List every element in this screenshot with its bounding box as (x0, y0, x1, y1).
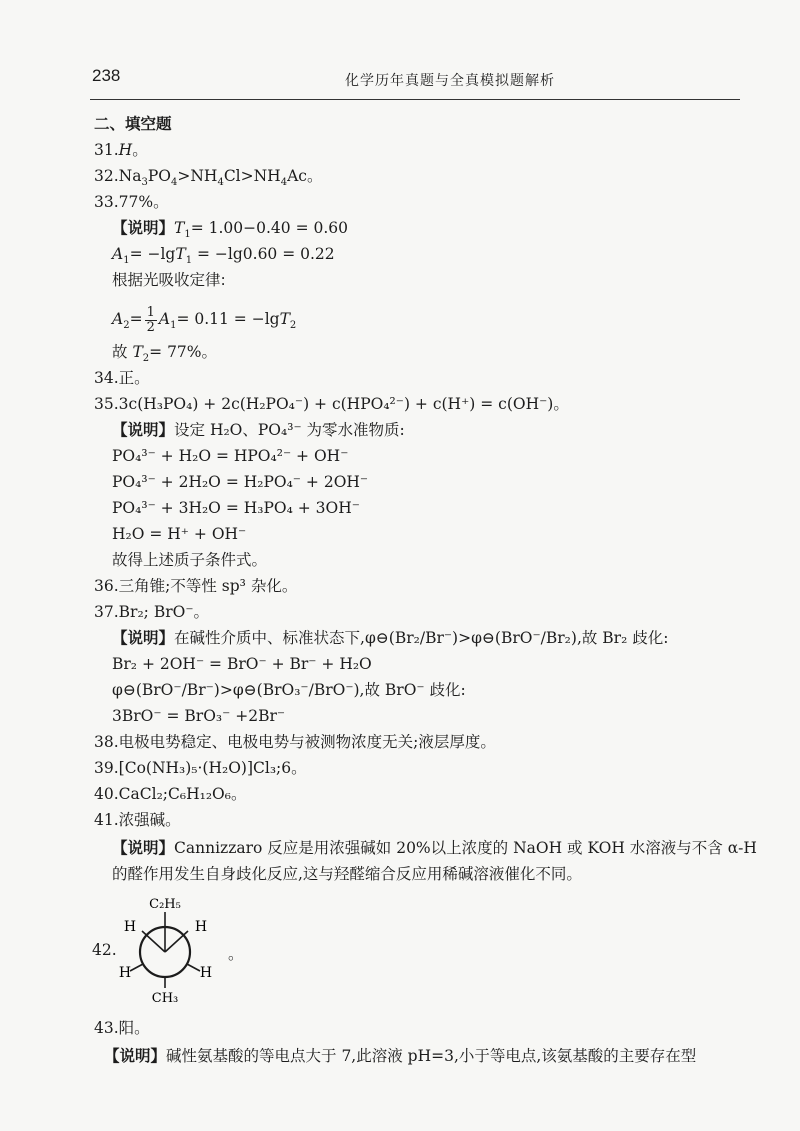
explanation-text: 碱性氨基酸的等电点大于 7,此溶液 pH=3,小于等电点,该氨基酸的主要存在型 (166, 1047, 697, 1065)
answer: H (118, 141, 133, 159)
equation-text: 故 (112, 343, 133, 361)
explanation-41-line-1 (112, 838, 757, 858)
note-label: 【说明】 (104, 1047, 167, 1065)
group-lower-right: H (199, 965, 213, 981)
subscript: 1 (185, 255, 193, 267)
explanation-33-line-1 (112, 218, 349, 241)
subscript: 4 (280, 177, 288, 189)
explanation-text: 设定 H₂O、PO₄³⁻ 为零水准物质: (174, 421, 405, 439)
page-number: 238 (92, 66, 121, 85)
question-number: 37. (94, 603, 119, 621)
subscript: 2 (123, 320, 130, 332)
subscript: 2 (142, 353, 150, 365)
explanation-35-line-1 (112, 420, 405, 440)
explanation-37-line-2: Br₂ + 2OH⁻ = BrO⁻ + Br⁻ + H₂O (112, 655, 372, 673)
explanation-35-line-5: H₂O = H⁺ + OH⁻ (112, 525, 247, 543)
question-number: 40. (94, 785, 119, 803)
group-lower-left: H (118, 965, 132, 981)
equation-text: = −lg (129, 245, 176, 263)
newman-projection (115, 890, 225, 1015)
note-label: 【说明】 (112, 421, 175, 439)
formula-part: >NH (177, 167, 218, 185)
question-number: 33. (94, 193, 119, 211)
fraction (145, 306, 157, 335)
question-number: 41. (94, 811, 119, 829)
answer: 正。 (118, 369, 150, 387)
equation-text: = 77%。 (149, 343, 218, 361)
subscript: 2 (289, 320, 297, 332)
explanation-33-line-5 (112, 342, 218, 365)
group-bottom: CH₃ (151, 991, 179, 1006)
symbol: T (279, 310, 290, 328)
subscript: 4 (170, 177, 178, 189)
denominator: 2 (146, 319, 155, 335)
question-41 (94, 810, 181, 830)
question-34 (94, 368, 150, 388)
explanation-37-line-3: φ⊖(BrO⁻/Br⁻)>φ⊖(BrO₃⁻/BrO⁻),故 BrO⁻ 歧化: (112, 681, 466, 699)
answer: 77%。 (118, 193, 169, 211)
explanation-33-line-4: $A_2=$ $\frac{1}{2}$ $A_1= 0.11 = -\lg T_2$ (112, 304, 297, 335)
subscript: 1 (184, 229, 191, 241)
explanation-35-line-2: PO₄³⁻ + H₂O = HPO₄²⁻ + OH⁻ (112, 447, 349, 465)
running-title: 化学历年真题与全真模拟题解析 (345, 73, 555, 89)
question-39 (94, 758, 307, 778)
front-bond-left (142, 931, 165, 952)
subscript: 4 (217, 177, 224, 189)
equation-text: = −lg0.60 = 0.22 (192, 245, 335, 263)
answer: Br₂; BrO⁻。 (118, 603, 210, 621)
question-38 (94, 732, 496, 752)
question-number: 43. (94, 1019, 119, 1037)
explanation-33-line-2 (112, 244, 335, 267)
equation-text: = 1.00−0.40 = 0.60 (190, 219, 349, 237)
answer: 浓强碱。 (118, 811, 181, 829)
question-42-end: 。 (228, 945, 244, 963)
question-number: 36. (94, 577, 119, 595)
answer: 电极电势稳定、电极电势与被测物浓度无关;液层厚度。 (118, 733, 496, 751)
question-number: 34. (94, 369, 119, 387)
subscript: 1 (123, 255, 130, 267)
answer: [Co(NH₃)₅·(H₂O)]Cl₃;6。 (118, 759, 307, 777)
note-label: 【说明】 (112, 629, 175, 647)
note-label: 【说明】 (112, 839, 175, 857)
symbol: T (174, 219, 185, 237)
explanation-text: 在碱性介质中、标准状态下,φ⊖(Br₂/Br⁻)>φ⊖(BrO⁻/Br₂),故 Br₂ 歧化: (174, 629, 669, 647)
symbol: A (112, 245, 124, 263)
back-bond-left (130, 964, 143, 971)
section-title: 二、填空题 (94, 115, 172, 133)
symbol: A (158, 310, 171, 328)
group-upper-left: H (123, 919, 137, 935)
question-number: 31. (94, 141, 119, 159)
note-label: 【说明】 (112, 219, 175, 237)
numerator: 1 (146, 304, 155, 320)
question-42-number: 42. (92, 941, 117, 959)
punctuation: 。 (132, 141, 148, 159)
explanation-43-line-1 (104, 1046, 696, 1066)
question-number: 39. (94, 759, 119, 777)
formula-part: PO (147, 167, 171, 185)
question-36 (94, 576, 297, 596)
equation-text: = 0.11 = −lg (176, 310, 280, 328)
question-40 (94, 784, 246, 804)
answer: 3c(H₃PO₄) + 2c(H₂PO₄⁻) + c(HPO₄²⁻) + c(H⁺) = c(OH⁻)。 (118, 395, 569, 413)
subscript: 3 (141, 177, 148, 189)
answer: 阳。 (118, 1019, 150, 1037)
explanation-33-line-3: 根据光吸收定律: (112, 271, 226, 289)
subscript: 1 (170, 320, 177, 332)
symbol: T (175, 245, 186, 263)
explanation-37-line-4: 3BrO⁻ = BrO₃⁻ +2Br⁻ (112, 707, 286, 725)
formula-part: Ac。 (287, 167, 323, 185)
explanation-35-line-3: PO₄³⁻ + 2H₂O = H₂PO₄⁻ + 2OH⁻ (112, 473, 369, 491)
formula-part: Cl>NH (223, 167, 281, 185)
question-number: 35. (94, 395, 119, 413)
question-number: 38. (94, 733, 119, 751)
explanation-41-line-2: 的醛作用发生自身歧化反应,这与羟醛缩合反应用稀碱溶液催化不同。 (112, 865, 582, 883)
explanation-35-line-4: PO₄³⁻ + 3H₂O = H₃PO₄ + 3OH⁻ (112, 499, 360, 517)
question-37 (94, 602, 209, 622)
header-rule (90, 99, 740, 100)
answer: 三角锥;不等性 sp³ 杂化。 (118, 577, 298, 595)
question-35 (94, 394, 569, 414)
question-number: 32. (94, 167, 119, 185)
front-bond-right (165, 931, 188, 952)
answer: CaCl₂;C₆H₁₂O₆。 (118, 785, 247, 803)
symbol: A (112, 310, 124, 328)
question-43 (94, 1018, 150, 1038)
explanation-text: Cannizzaro 反应是用浓强碱如 20%以上浓度的 NaOH 或 KOH 水溶液与不含 α-H (174, 839, 757, 857)
symbol: T (132, 343, 143, 361)
group-upper-right: H (194, 919, 208, 935)
question-32 (94, 166, 323, 189)
explanation-37-line-1 (112, 628, 668, 648)
back-bond-right (187, 964, 200, 971)
explanation-35-line-6: 故得上述质子条件式。 (112, 551, 268, 569)
question-33 (94, 192, 169, 212)
formula-part: Na (118, 167, 142, 185)
group-top: C₂H₅ (149, 897, 181, 912)
question-31 (94, 140, 148, 160)
